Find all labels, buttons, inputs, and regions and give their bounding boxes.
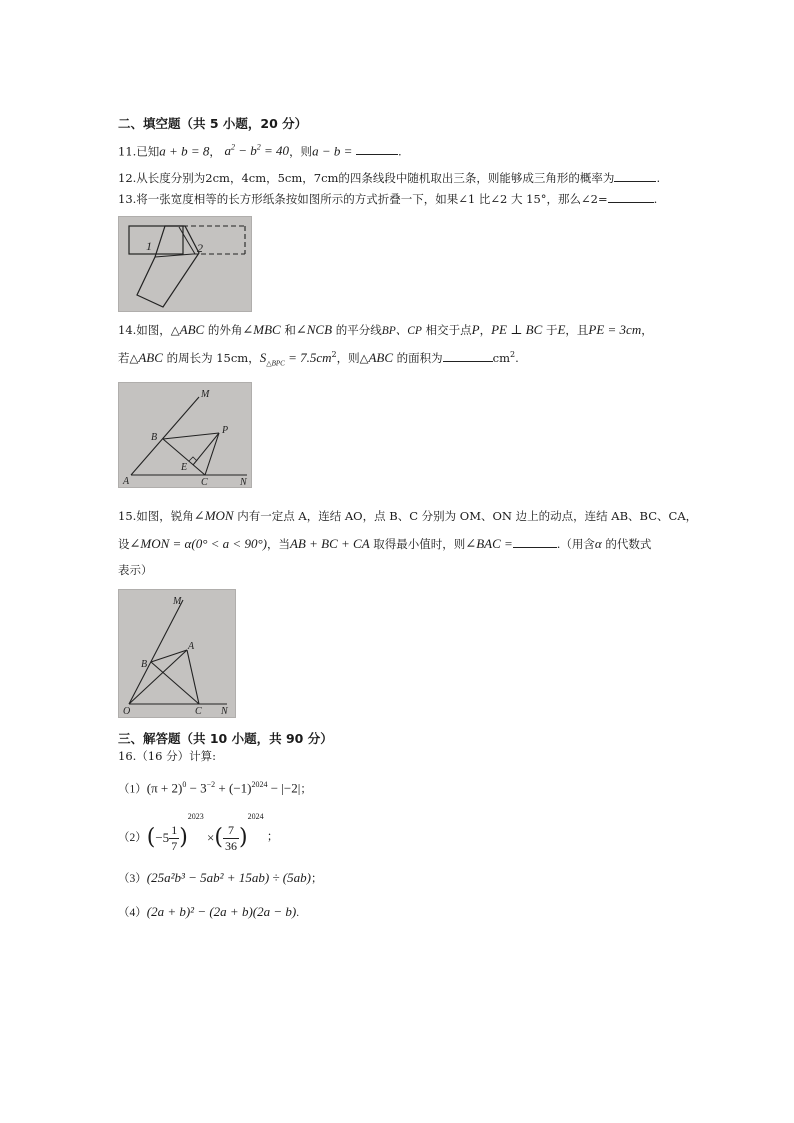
q16-p1-c: + (−1) xyxy=(215,780,252,796)
q13-angle-2-label: 2 xyxy=(197,241,203,255)
q13-angle-1-label: 1 xyxy=(146,239,152,253)
q14-l2-h: ，则△ xyxy=(336,351,369,365)
q16-p2-num-2: 7 xyxy=(223,823,239,838)
q14-l2-i: ABC xyxy=(368,350,394,365)
q14-l1-p: PE = 3cm xyxy=(588,322,642,337)
q16-p2-frac-1 xyxy=(169,823,179,853)
q16-p2-rparen-2: ) xyxy=(238,824,248,850)
q14-label-B: B xyxy=(151,432,158,443)
section-heading-solutions: 三、解答题（共 10 小题，共 90 分） xyxy=(118,731,333,746)
q11-equation-3: a − b = xyxy=(312,143,353,159)
question-12 xyxy=(118,172,660,186)
q11-equation-2: $a^2 - b^2 = 40$ xyxy=(224,143,290,159)
q14-label-N: N xyxy=(240,477,247,487)
q16-p3-end: ； xyxy=(310,873,323,885)
q16-p2-den-1: 7 xyxy=(171,838,178,853)
q14-l1-a: 14.如图，△ xyxy=(118,323,180,337)
q16-p3-label: （3） xyxy=(118,873,147,885)
q16-p2-lparen-1: ( xyxy=(146,824,156,850)
q15-label-A: A xyxy=(188,641,195,652)
question-14-line-1 xyxy=(118,322,653,339)
q14-label-M: M xyxy=(201,389,210,400)
q14-label-C: C xyxy=(201,477,208,487)
question-13 xyxy=(118,193,657,207)
q16-part-4 xyxy=(118,904,299,921)
q16-p4-end: . xyxy=(296,907,300,919)
q14-l1-b: ABC xyxy=(179,322,205,337)
q16-p1-end: ； xyxy=(300,783,312,796)
q14-l2-c: 的周长为 15cm， xyxy=(162,351,260,365)
q16-p2-lparen-2: ( xyxy=(214,824,223,850)
q11-eq2-a: a xyxy=(224,143,231,159)
question-15-line-2 xyxy=(118,536,651,552)
q16-p1-d: − |−2| xyxy=(267,780,301,796)
q14-l1-m: 于 xyxy=(542,323,558,337)
q15-l2-e: 取得最小值时，则 xyxy=(369,537,466,551)
q16-p1-a-sup: 0 xyxy=(182,780,187,789)
q12-text: 12.从长度分别为2cm，4cm，5cm，7cm的四条线段中随机取出三条，则能够成三角形的概率为 xyxy=(118,171,615,185)
q16-p2-int: −5 xyxy=(155,830,170,846)
q16-p2-label: （2） xyxy=(118,832,147,844)
q16-p1-c-sup: 2024 xyxy=(251,780,268,789)
q14-label-A: A xyxy=(123,476,130,487)
q16-p2-den-2: 36 xyxy=(224,838,237,853)
question-15-line-3: 表示） xyxy=(118,563,153,577)
q14-l2-f: = 7.5cm xyxy=(284,350,332,365)
q11-answer-blank[interactable] xyxy=(356,153,398,155)
q16-p3-expression: (25a²b³ − 5ab² + 15ab) ÷ (5ab) xyxy=(146,870,311,885)
question-11 xyxy=(118,143,402,159)
q14-l1-h: BP、CP xyxy=(381,325,422,337)
q14-l1-k: ， xyxy=(479,323,492,337)
q14-label-P: P xyxy=(222,425,229,436)
q14-l2-a: 若△ xyxy=(118,351,139,365)
q16-p2-sup-1: 2023 xyxy=(187,812,204,821)
q15-l2-g: .（用含 xyxy=(556,537,595,551)
q15-label-O: O xyxy=(123,706,131,717)
q16-p2-end: ； xyxy=(266,831,279,844)
q16-p2-rparen-1: ) xyxy=(179,824,188,850)
q14-l1-d: ∠MBC xyxy=(242,322,281,337)
q14-l2-l: 2 xyxy=(510,350,516,360)
q13-answer-blank[interactable] xyxy=(608,201,654,203)
q14-l2-e: △BPC xyxy=(266,359,285,368)
q14-l2-k: cm xyxy=(492,351,511,365)
q16-p4-expression: (2a + b)² − (2a + b)(2a − b) xyxy=(146,904,297,919)
q15-l2-d: AB + BC + CA xyxy=(289,536,370,551)
q15-l2-c: ，当 xyxy=(266,537,290,551)
q14-l1-g: 的平分线 xyxy=(332,323,382,337)
section-heading-fill-in: 二、填空题（共 5 小题，20 分） xyxy=(118,116,308,131)
q14-l1-j: P xyxy=(471,322,480,337)
q14-l1-n: E xyxy=(557,322,566,337)
question-14-line-2 xyxy=(118,350,519,368)
q16-p2-times: × xyxy=(207,830,215,846)
q14-l2-g: 2 xyxy=(331,350,337,360)
q15-l1-a: 15.如图，锐角 xyxy=(118,509,194,523)
q11-number: 11. xyxy=(118,144,137,159)
q15-l2-b: ∠MON = α(0° < a < 90°) xyxy=(129,536,267,551)
q14-label-E: E xyxy=(181,462,188,473)
q15-l1-b: ∠MON xyxy=(193,508,234,523)
q14-l1-f: ∠NCB xyxy=(295,322,333,337)
q12-period: . xyxy=(656,171,661,185)
q16-part-2 xyxy=(118,812,278,853)
q15-label-M: M xyxy=(173,596,182,607)
q14-l1-q: ， xyxy=(641,323,653,337)
q14-l2-j: 的面积为 xyxy=(393,351,443,365)
question-15-line-1 xyxy=(118,508,697,524)
q15-label-N: N xyxy=(221,706,228,717)
q15-angle-figure xyxy=(118,589,236,718)
q16-p4-label: （4） xyxy=(118,907,147,919)
q11-eq2-b: − b xyxy=(235,143,257,159)
q14-l1-o: ，且 xyxy=(565,323,589,337)
q16-p1-a: (π + 2) xyxy=(146,780,183,796)
q11-separator: ， xyxy=(209,144,221,159)
q16-p2-sup-2: 2024 xyxy=(247,812,264,821)
q14-l2-m: . xyxy=(515,351,519,365)
q16-p2-frac-2 xyxy=(223,823,239,853)
q15-l2-f: ∠BAC = xyxy=(465,536,513,551)
q16-p2-num-1: 1 xyxy=(171,823,178,838)
question-16-title: 16.（16 分）计算: xyxy=(118,749,216,763)
q15-label-C: C xyxy=(195,706,202,717)
q14-l1-l: PE ⊥ BC xyxy=(491,322,543,337)
q13-folded-paper-figure xyxy=(118,216,252,312)
q15-label-B: B xyxy=(141,659,148,670)
q16-part-3 xyxy=(118,870,322,887)
q14-l2-d: S xyxy=(259,350,267,365)
q11-prefix: 已知 xyxy=(136,144,160,159)
q14-answer-blank[interactable] xyxy=(443,360,493,362)
q11-eq2-c: = 40 xyxy=(260,143,290,159)
q14-triangle-figure xyxy=(118,382,252,488)
q14-l2-b: ABC xyxy=(138,350,163,365)
q15-l2-h: α xyxy=(594,536,602,551)
q16-p1-label: （1） xyxy=(118,783,147,796)
q16-part-1 xyxy=(118,780,312,797)
q15-l1-c: 内有一定点 A，连结 AO，点 B、C 分别为 OM、ON 边上的动点，连结 AB、BC、CA， xyxy=(233,509,698,523)
q16-p1-b-sup: −2 xyxy=(206,780,216,789)
q13-text: 13.将一张宽度相等的长方形纸条按如图所示的方式折叠一下，如果∠1 比∠2 大 15°，那么∠2= xyxy=(118,192,608,206)
q14-l1-e: 和 xyxy=(280,323,296,337)
q14-l1-i: 相交于点 xyxy=(421,323,472,337)
q15-l2-a: 设 xyxy=(118,537,130,551)
q14-l1-c: 的外角 xyxy=(204,323,243,337)
q11-equation-1: a + b = 8 xyxy=(159,143,210,159)
q16-p1-b: − 3 xyxy=(186,780,207,796)
q15-answer-blank[interactable] xyxy=(513,546,557,548)
q13-period: . xyxy=(653,192,658,206)
q15-l2-i: 的代数式 xyxy=(601,537,652,551)
q11-then: ，则 xyxy=(289,144,313,159)
q12-answer-blank[interactable] xyxy=(614,180,656,182)
q11-period: . xyxy=(398,144,402,159)
